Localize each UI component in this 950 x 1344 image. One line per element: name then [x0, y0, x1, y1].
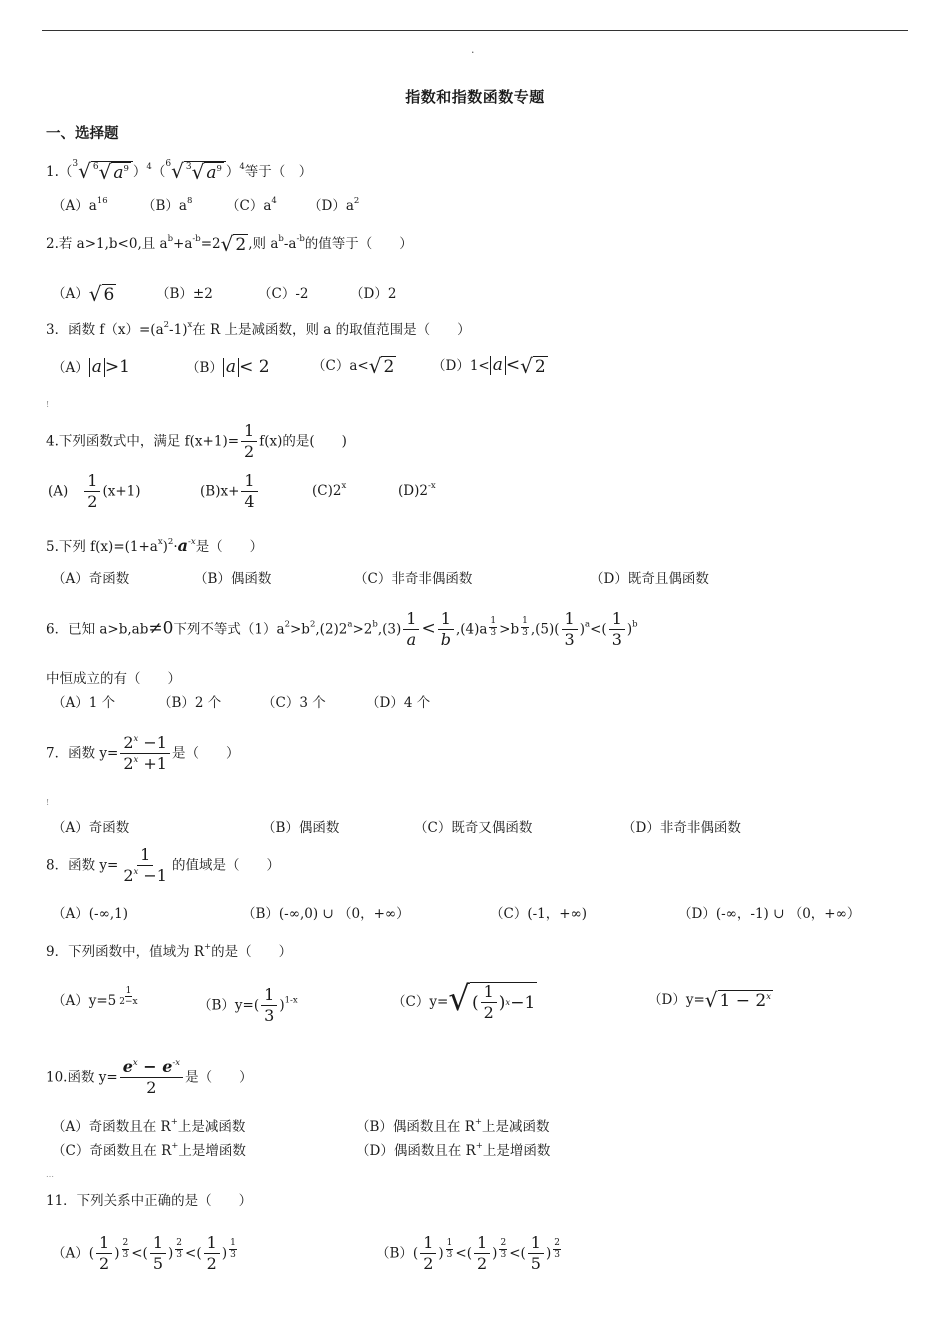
- q7-option-b: （B）偶函数: [262, 820, 340, 836]
- stray-mark-3: …: [46, 1170, 54, 1179]
- question-4: 4.下列函数式中，满足 f(x+1)= $\frac{1}{2}$ f(x)的是( ): [46, 421, 347, 462]
- q11-option-b: （B）( $\frac{1}{2}$ ) $\frac{1}{3}$ <( $\frac{1}{2}$ ) $\frac{2}{3}$ <( $\frac{1}{5}$ ) $\frac{2}{3}$: [376, 1233, 560, 1274]
- question-9: 9．下列函数中，值域为 R+的是（ ）: [46, 942, 293, 960]
- question-10: 10.函数 y= $\frac{e^x - e^{-x}}{2}$ 是（ ）: [46, 1057, 253, 1098]
- q8-option-c: （C）(-1，+∞): [490, 906, 588, 922]
- q2-option-d: （D）2: [350, 286, 397, 302]
- q3-option-b: （B） a < 2: [186, 357, 270, 377]
- question-5: 5.下列 $f(x)=(1+a^x)^2\cdot a^{-x}$是（ ）: [46, 536, 264, 555]
- q9-option-b: （B）y=( $\frac{1}{3}$ )$^{1-x}$: [198, 985, 298, 1026]
- q9-option-d: （D）y= √ $1 - 2^x$: [648, 988, 771, 1012]
- q10-option-a: （A）奇函数且在 R+上是减函数: [52, 1117, 246, 1135]
- section-heading: 一、选择题: [46, 126, 119, 142]
- q5-option-d: （D）既奇且偶函数: [590, 571, 709, 587]
- q6-option-b: （B）2 个: [158, 695, 222, 711]
- q7-option-a: （A）奇函数: [52, 820, 130, 836]
- question-11: 11．下列关系中正确的是（ ）: [46, 1193, 253, 1209]
- q2-option-c: （C）-2: [258, 286, 309, 302]
- header-rule: [42, 30, 908, 31]
- q5-option-b: （B）偶函数: [194, 571, 272, 587]
- q9-option-a: （A）y=5 $\frac{1}{2-x}$: [52, 986, 138, 1009]
- q4-option-b: (B)x+ $\frac{1}{4}$: [200, 472, 260, 512]
- page-title: 指数和指数函数专题: [405, 88, 545, 106]
- q6-option-d: （D）4 个: [366, 695, 431, 711]
- q1-option-a: $(A)a^{16}$: [52, 196, 108, 214]
- q5-option-a: （A）奇函数: [52, 571, 130, 587]
- q10-option-d: （D）偶函数且在 R+上是增函数: [356, 1141, 551, 1159]
- question-2: 2.若 a>1,b<0,且 $a^b+a^{-b}=2$ √ 2 ,则 $a^b-a^{-b}$的值等于（ ）: [46, 232, 413, 256]
- q2-option-a: （A） √ 6: [52, 282, 115, 306]
- q7-option-d: （D）非奇非偶函数: [622, 820, 741, 836]
- stray-mark-2: !: [46, 798, 50, 807]
- q8-option-b: （B）(-∞,0) ∪ （0，+∞）: [242, 906, 410, 922]
- header-dot: ·: [471, 46, 475, 59]
- question-7: 7．函数 y= $\frac{2^x -1}{2^x +1}$ 是（ ）: [46, 733, 240, 774]
- q7-option-c: （C）既奇又偶函数: [414, 820, 533, 836]
- question-8: 8．函数 y= $\frac{1}{2^x -1}$ 的值域是（ ）: [46, 845, 280, 886]
- q6-option-a: （A）1 个: [52, 695, 116, 711]
- q3-option-d: （D）1< a < √ 2: [432, 354, 546, 378]
- question-3: 3．函数 $f(x)=(a^2-1)^x$在 R 上是减函数，则 a 的取值范围是（ ）: [46, 320, 471, 338]
- q8-option-d: （D）(-∞，-1) ∪ （0，+∞）: [678, 906, 861, 922]
- q10-option-c: （C）奇函数且在 R+上是增函数: [52, 1141, 246, 1159]
- q11-option-a: （A）( $\frac{1}{2}$ ) $\frac{2}{3}$ <( $\frac{1}{5}$ ) $\frac{2}{3}$ <( $\frac{1}{2}$ ) $\frac{1}{3}$: [52, 1233, 236, 1274]
- question-6: 6．已知 a>b,ab≠0下列不等式$(1)a^2>b^2,(2)2^a>2^b,(3)$ $\frac{1}{a}$ < $\frac{1}{b}$ ,(4)a $\frac{1}{3}$ >b $\frac{1}{3}$ ,(5)( $\frac{1}{3}$ )$^a$<( $\frac{1}{3}$ )$^b$: [46, 609, 638, 650]
- q6-option-c: （C）3 个: [262, 695, 326, 711]
- q2-option-b: （B）±2: [156, 286, 213, 302]
- question-1: 1.（$^3$ √ $^6$ √ $a^9$ ）$^4$（$^6$ √ $^3$ √ $a^9$ ）$^4$等于（ ）: [46, 159, 313, 185]
- q1-option-c: $(C)a^4$: [226, 196, 277, 214]
- q9-option-c: （C）y= √ ( 1 2 ) x −1: [392, 979, 536, 1023]
- q4-option-c: (C)2$^x$: [312, 481, 347, 499]
- q1-option-b: $(B)a^8$: [142, 196, 193, 214]
- q1-option-d: $(D)a^2$: [308, 196, 360, 214]
- stray-mark-1: !: [46, 400, 50, 409]
- q3-option-c: （C）a< √ 2: [312, 354, 395, 378]
- q5-option-c: （C）非奇非偶函数: [354, 571, 473, 587]
- q3-option-a: （A） a >1: [52, 357, 130, 377]
- q4-option-a: (A) $\frac{1}{2}$ (x+1): [48, 471, 141, 512]
- q8-option-a: （A）(-∞,1): [52, 906, 128, 922]
- question-6-line-2: 中恒成立的有（ ）: [46, 671, 181, 687]
- q4-option-d: $(D)2^{-x}$: [398, 481, 436, 499]
- q10-option-b: （B）偶函数且在 R+上是减函数: [356, 1117, 550, 1135]
